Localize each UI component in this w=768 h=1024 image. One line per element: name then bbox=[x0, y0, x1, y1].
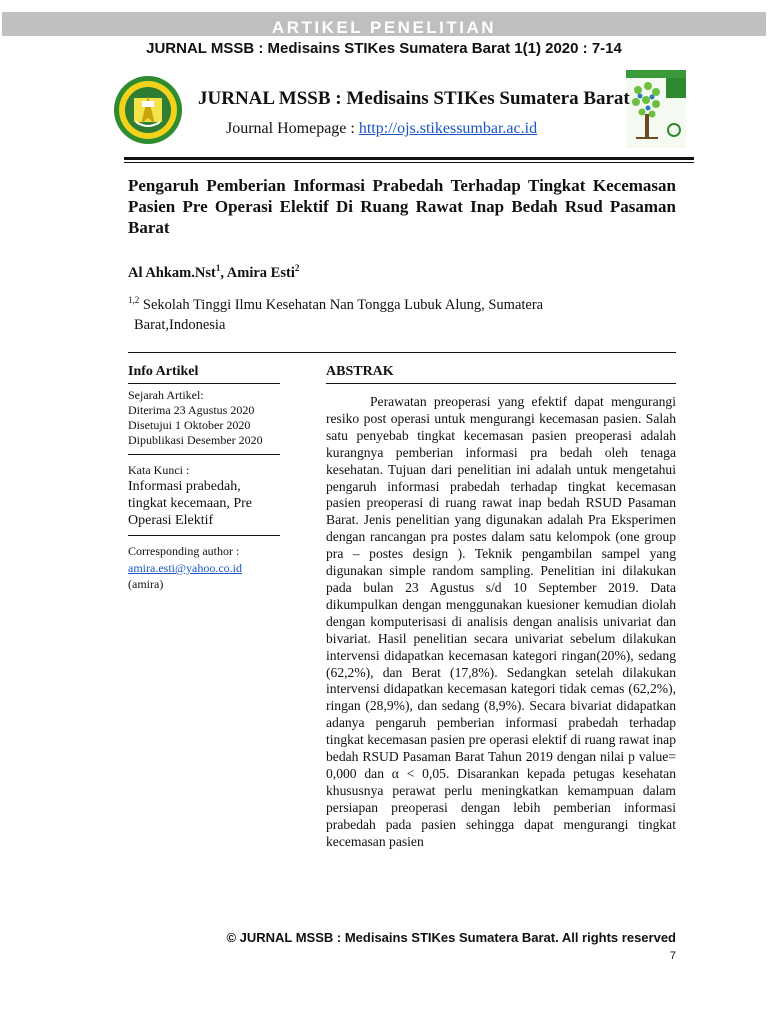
affiliation-line: Sekolah Tinggi Ilmu Kesehatan Nan Tongga Lubuk Alung, Sumatera bbox=[139, 296, 544, 313]
homepage-link[interactable]: http://ojs.stikessumbar.ac.id bbox=[358, 120, 538, 137]
journal-cover-logo bbox=[626, 70, 686, 148]
affiliation-marker: 1,2 bbox=[128, 295, 140, 305]
author-name: Amira Esti bbox=[226, 264, 295, 281]
article-title: Pengaruh Pemberian Informasi Prabedah Terhadap Tingkat Kecemasan Pasien Pre Operasi Elektif Di Ruang Rawat Inap Bedah Rsud Pasaman Barat bbox=[128, 176, 676, 237]
corresponding-label: Corresponding author : bbox=[128, 544, 240, 558]
author-name: Al Ahkam.Nst bbox=[128, 264, 216, 281]
abstract-text: Perawatan preoperasi yang efektif dapat mengurangi resiko post operasi untuk mengurangi kecemasan pasien. Salah satu penyebab tingkat kecemasan pasien preoperasi adalah kurangnya pemberian informasi pra bedah oleh tenaga kesehatan. Tujuan dari penelitian ini adalah untuk mengetahui pengaruh informasi prabedah terhadap tingkat kecemasan pasien preoperasi di ruang rawat inap bedah RSUD Pasaman Barat. Jenis penelitian yang digunakan adalah Pra Eksperimen dengan rancangan pra postes dalam satu kelompok (one group pra – postes design ). Teknik pengambilan sampel yang digunakan simple random sampling. Penelitian ini dilakukan pada bulan 23 Agustus s/d 10 September 2019. Data dikumpulkan dengan menggunakan kuesioner kemudian diolah dengan komputerisasi di analisis dengan analisis univariat dan bivariat. Hasil penelitian secara univariat sebelum dilakukan intervensi didapatkan kecemasan kategori ringan(20%), sedang (62,2%), dan Berat (17,8%). Sedangkan setelah dilakukan intervensi didapatkan kecemasan kategori tidak cemas (62,2%), ringan (28,9%), dan sedang (8,9%). Secara bivariat didapatkan adanya pengaruh pemberian informasi prabedah terhadap tingkat kecemasan pasien pre operasi elektif di ruang rawat inap bedah RSUD Pasaman Barat Tahun 2019 dengan nilai p value= 0,000 dan α < 0,05. Disarankan kepada petugas kesehatan khususnya perawat perlu meningkatkan kemampuan dalam persiapan preoperasi dengan lebih pemberian informasi prabedah pada pasien sehingga dapat mengurangi tingkat kecemasan pasien bbox=[326, 394, 676, 849]
accepted-date: Disetujui 1 Oktober 2020 bbox=[128, 418, 251, 432]
received-date: Diterima 23 Agustus 2020 bbox=[128, 403, 255, 417]
masthead-rule-thin bbox=[124, 162, 694, 163]
copyright-footer: © JURNAL MSSB : Medisains STIKes Sumatera Barat. All rights reserved bbox=[226, 930, 676, 945]
journal-homepage bbox=[226, 120, 537, 138]
keywords-label: Kata Kunci : bbox=[128, 463, 190, 477]
article-info-heading: Info Artikel bbox=[128, 364, 280, 384]
article-history bbox=[128, 384, 280, 455]
corresponding-email-link[interactable]: amira.esti@yahoo.co.id bbox=[128, 561, 243, 575]
author-line bbox=[128, 263, 299, 282]
abstract-column bbox=[326, 364, 676, 850]
abstract-heading: ABSTRAK bbox=[326, 364, 676, 384]
journal-masthead-title: JURNAL MSSB : Medisains STIKes Sumatera Barat bbox=[198, 88, 630, 109]
article-type-banner bbox=[2, 12, 766, 36]
journal-citation-line: JURNAL MSSB : Medisains STIKes Sumatera Barat 1(1) 2020 : 7-14 bbox=[146, 40, 622, 57]
author-separator: , bbox=[220, 264, 227, 281]
article-type-label: ARTIKEL PENELITIAN bbox=[271, 18, 497, 36]
page-number: 7 bbox=[669, 950, 676, 962]
history-label: Sejarah Artikel: bbox=[128, 388, 204, 402]
author-affil-marker: 1 bbox=[215, 263, 221, 273]
corresponding-name: (amira) bbox=[128, 577, 164, 591]
keywords-text: Informasi prabedah, tingkat kecemaan, Pre Operasi Elektif bbox=[128, 479, 253, 528]
homepage-label: Journal Homepage : bbox=[226, 120, 359, 137]
masthead-rule-thick bbox=[124, 157, 694, 160]
affiliation bbox=[128, 290, 598, 335]
affiliation-line: Barat,Indonesia bbox=[134, 316, 226, 333]
article-info-column bbox=[128, 364, 280, 592]
stikes-seal-logo bbox=[110, 74, 186, 146]
corresponding-block bbox=[128, 536, 280, 592]
keywords-block bbox=[128, 455, 280, 536]
section-divider bbox=[128, 352, 676, 353]
published-date: Dipublikasi Desember 2020 bbox=[128, 433, 263, 447]
author-affil-marker: 2 bbox=[294, 263, 300, 273]
